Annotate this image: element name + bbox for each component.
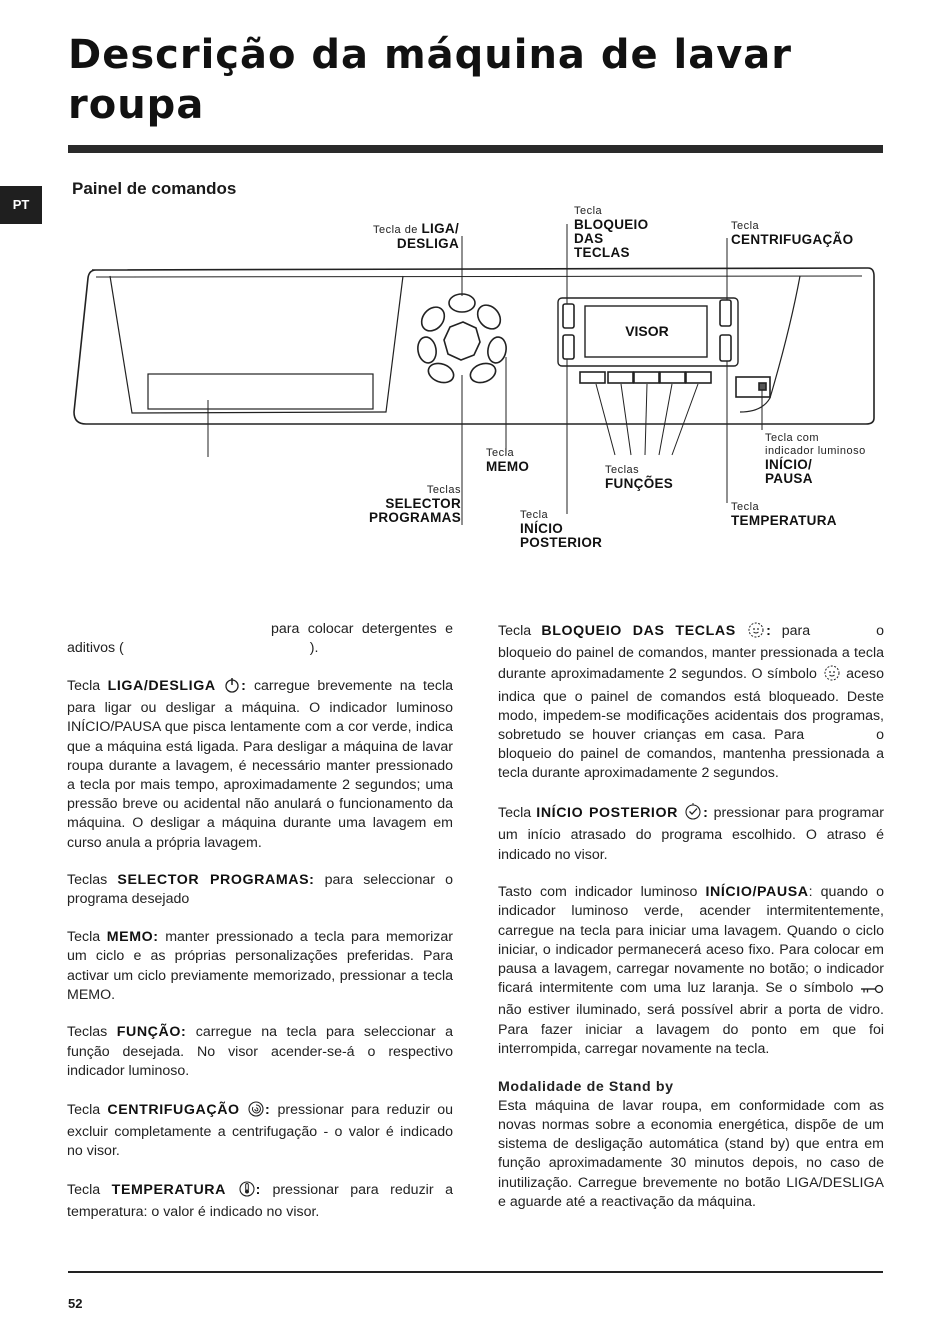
language-tab: PT: [0, 186, 42, 224]
label-key-name: PAUSA: [765, 471, 813, 486]
label-prefix: Tecla: [731, 220, 760, 232]
text: ).: [309, 640, 319, 657]
label-prefix: indicador luminoso: [765, 445, 866, 457]
door-key-icon: [860, 982, 884, 1001]
label-prefix: Teclas: [605, 464, 640, 476]
key-lock-icon: [746, 620, 766, 644]
key-name: TEMPERATURA: [111, 1181, 226, 1198]
label-key-name: INÍCIO/: [765, 457, 813, 472]
text: para seleccionar o programa desejado: [67, 872, 454, 908]
text: : quando o indicador luminoso verde, acender intermitentemente, carregue na tecla para iniciar uma lavagem. Quando o ciclo iniciar, o indicador permanecerá aceso fixo. Para colocar em pausa a lavagem, carregar novamente no botão; o indicador ficará intermitente com uma luz laranja. Se o símbolo: [498, 884, 884, 997]
text: Tecla: [67, 929, 107, 946]
label-spin-key: [731, 220, 853, 247]
function-button: [580, 372, 605, 383]
label-prefix: Tecla: [731, 501, 760, 513]
key-name: BLOQUEIO DAS TECLAS: [541, 623, 736, 639]
text: para colocar detergentes: [271, 621, 437, 637]
function-button: [608, 372, 633, 383]
left-column: [67, 620, 453, 1241]
key-name: INÍCIO/PAUSA: [705, 884, 809, 901]
title-rule: [68, 145, 883, 153]
text: Tasto com indicador luminoso: [498, 884, 706, 901]
label-memo-key: [486, 447, 529, 474]
label-prefix: Tecla: [486, 447, 515, 459]
panel-outline: [74, 268, 874, 424]
text: Teclas: [67, 872, 118, 889]
key-name: CENTRIFUGAÇÃO: [107, 1101, 240, 1118]
label-start-pause-key: [765, 432, 866, 486]
paragraph-power: Tecla LIGA/DESLIGA : carregue brevemente na tecla para ligar ou desligar a máquina. O indicador luminoso INÍCIO/PAUSA que pisca lentamente com a cor verde, indica que a máquina está ligada. Para desligar a máquina de lavar roupa durante a lavagem, é necessário manter pressionado a tecla por mais tempo, aproximadamente 2 segundos; uma pressão breve ou acidental não anulará o funcionamento da máquina. O desligar a máquina durante uma lavagem em curso anula a própria lavagem.: [67, 677, 453, 851]
label-key-name: SELECTOR: [385, 496, 461, 511]
label-power-key: [330, 222, 459, 251]
text: pressionar para programar um início atrasado do programa escolhido. O atraso é indicado no visor.: [498, 805, 884, 863]
program-selector-dial: [444, 322, 480, 360]
paragraph-drawer: [67, 620, 453, 658]
text: Teclas: [67, 1024, 117, 1041]
footer-rule: [68, 1271, 883, 1273]
function-button: [660, 372, 685, 383]
label-key-name: BLOQUEIO: [574, 217, 649, 232]
text: pressionar para reduzir ou excluir completamente a centrifugação - o valor é indicado no visor.: [67, 1101, 453, 1159]
text: Tecla: [498, 805, 537, 822]
text: o bloqueio do painel de comandos, mantenha pressionada a tecla durante aproximadamente 2 segundos.: [498, 727, 884, 782]
text: aceso indica que o painel de comandos está bloqueado. Deste modo, impedem-se modificações acidentais dos programas, sobretudo se houver crianças em casa. Para: [498, 666, 884, 744]
label-function-keys: [605, 464, 673, 491]
display-left-button-top: [563, 304, 574, 328]
delay-start-icon: [683, 802, 703, 826]
key-name: INÍCIO POSTERIOR: [536, 805, 678, 822]
label-key-name: TECLAS: [574, 245, 630, 260]
text: Tecla: [67, 1181, 112, 1198]
spin-icon: [247, 1100, 265, 1123]
paragraph-temperature: Tecla TEMPERATURA : pressionar para reduzir a temperatura: o valor é indicado no visor.: [67, 1181, 453, 1220]
power-icon: [223, 677, 241, 699]
paragraph-start-pause: [498, 883, 884, 1059]
label-temperature-key: [731, 501, 837, 528]
text: o bloqueio do painel de comandos, manter pressionada a tecla durante aproximadamente 2 segundos. O símbolo: [498, 623, 884, 683]
label-key-name: MEMO: [486, 459, 530, 474]
label-key-name: PROGRAMAS: [369, 510, 461, 525]
text: Tecla: [498, 623, 542, 639]
display-label: VISOR: [625, 323, 669, 339]
label-prefix: Tecla de: [372, 224, 418, 236]
label-prefix: Teclas: [426, 484, 461, 496]
text: carregue brevemente na tecla para ligar ou desligar a máquina. O indicador luminoso INÍCIO/PAUSA que pisca lentamente com a cor verde, indica que a máquina está ligada. Para desligar a máquina de lavar roupa durante a lavagem, é necessário manter pressionado a tecla por mais tempo, aproximadamente 2 segundos; uma pressão breve ou acidental não anulará o funcionamento da máquina. O desligar a máquina durante uma lavagem em curso anula a própria lavagem.: [67, 677, 453, 851]
text: pressionar para reduzir a temperatura: o valor é indicado no visor.: [67, 1181, 453, 1220]
label-key-name: CENTRIFUGAÇÃO: [731, 232, 854, 247]
key-name: LIGA/DESLIGA: [107, 677, 216, 694]
key-lock-icon: [822, 663, 842, 687]
paragraph-selector: [67, 871, 453, 909]
label-key-name: LIGA/: [421, 221, 459, 236]
key-name: MEMO:: [106, 929, 159, 946]
page-title: Descrição da máquina de lavar roupa: [68, 32, 793, 128]
function-button: [634, 372, 659, 383]
text: Tecla: [67, 677, 108, 694]
key-name: SELECTOR PROGRAMAS:: [117, 872, 315, 889]
label-key-name: TEMPERATURA: [731, 513, 837, 528]
key-name: FUNÇÃO:: [116, 1024, 187, 1041]
text: manter pressionado a tecla para memorizar um ciclo e as próprias personalizações preferidas. Para activar um ciclo previamente memorizado, pressionar a tecla MEMO.: [67, 929, 453, 1003]
paragraph-memo: [67, 928, 453, 1005]
section-title: Painel de comandos: [72, 179, 237, 198]
function-button: [686, 372, 711, 383]
text: para: [771, 623, 811, 639]
thermometer-icon: [238, 1180, 256, 1203]
drawer-handle: [148, 374, 373, 409]
label-delay-start-key: [520, 509, 602, 550]
label-key-name: DAS: [574, 231, 604, 246]
paragraph-delay-start: Tecla INÍCIO POSTERIOR : pressionar para programar um início atrasado do programa escolhido. O atraso é indicado no visor.: [498, 802, 884, 865]
label-prefix: Tecla com: [765, 432, 820, 444]
text: e aditivos (: [67, 621, 453, 657]
standby-heading: Modalidade de Stand by: [498, 1078, 674, 1095]
label-key-name: POSTERIOR: [520, 535, 603, 550]
display-right-button-top: [720, 300, 731, 326]
paragraph-standby: [498, 1078, 884, 1212]
display-left-button-bottom: [563, 335, 574, 359]
display-right-button-bottom: [720, 335, 731, 361]
paragraph-spin: Tecla CENTRIFUGAÇÃO : pressionar para reduzir ou excluir completamente a centrifugação - o valor é indicado no visor.: [67, 1101, 453, 1159]
text: Tecla: [67, 1101, 108, 1118]
paragraph-function: [67, 1023, 453, 1081]
text: não estiver iluminado, será possível abrir a porta de vidro. Para fazer iniciar a lavagem do ponto em que foi interrompida, carregar novamente na tecla.: [498, 1002, 884, 1057]
text: carregue na tecla para seleccionar a função desejada. No visor acender-se-á o respectivo indicador luminoso.: [67, 1024, 453, 1079]
label-prefix: Tecla: [574, 205, 603, 217]
label-key-name: DESLIGA: [396, 236, 459, 251]
paragraph-key-lock: Tecla BLOQUEIO DAS TECLAS : para o bloqueio do painel de comandos, manter pressionada a tecla durante aproximadamente 2 segundos. O símbolo aceso indica que o painel de comandos está bloqueado. Deste modo, impedem-se modificações acidentais dos programas, sobretudo se houver crianças em casa. Para o bloqueio do painel de comandos, mantenha pressionada a tecla durante aproximadamente 2 segundos.: [498, 620, 884, 784]
page-number: 52: [68, 1296, 83, 1311]
right-column: [498, 620, 884, 1230]
program-selector-buttons: [416, 294, 508, 386]
label-prefix: Tecla: [520, 509, 549, 521]
label-key-name: FUNÇÕES: [605, 476, 674, 491]
text: Esta máquina de lavar roupa, em conformidade com as novas normas sobre a economia energética, dispõe de um sistema de desligação automática (stand by) que entra em função aproximadamente 30 minutos depois, no caso de inutilização. Carregue brevemente no botão LIGA/DESLIGA e aguarde até a reactivação da máquina.: [498, 1097, 884, 1210]
label-program-selector-keys: [330, 484, 461, 525]
label-key-lock: [574, 205, 648, 260]
detergent-drawer: [110, 276, 403, 413]
label-key-name: INÍCIO: [520, 521, 564, 536]
